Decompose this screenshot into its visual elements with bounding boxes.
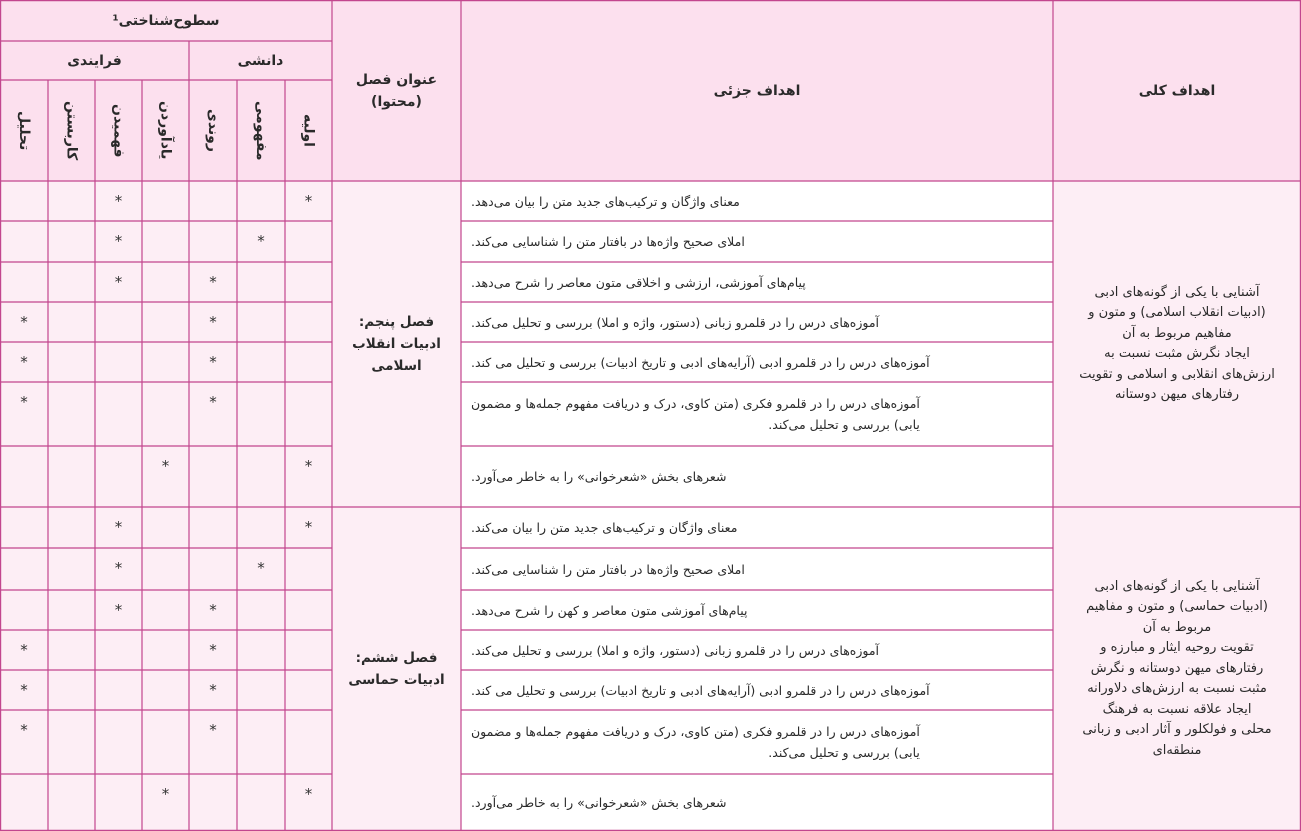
- specific-goal-cell: [461, 630, 1053, 670]
- specific-goal-cell: [461, 670, 1053, 710]
- specific-goal-cell: [461, 181, 1053, 221]
- level-mark: *: [20, 393, 28, 411]
- specific-goal-text: معنای واژگان و ترکیب‌های جدید متن را بیان می‌دهد.: [471, 193, 740, 209]
- level-mark: *: [20, 641, 28, 659]
- level-mark: *: [209, 681, 217, 699]
- specific-goal-cell: [461, 710, 1053, 774]
- cognitive-levels-header: [0, 0, 332, 41]
- chapter-title-label: عنوان فصل (محتوا): [355, 71, 438, 110]
- cognitive-levels-title: سطوح‌شناختی¹: [112, 12, 220, 29]
- level-mark: *: [114, 559, 123, 577]
- level-mark: *: [257, 232, 265, 250]
- specific-goal-cell: [461, 548, 1053, 590]
- level-label: تحلیل: [16, 110, 32, 151]
- level-mark: *: [257, 559, 265, 577]
- level-header-procedural: [189, 80, 237, 181]
- level-header-conceptual: [237, 80, 285, 181]
- level-mark: *: [304, 518, 313, 536]
- level-mark: *: [209, 353, 217, 371]
- specific-goals-label: اهداف جزئی: [713, 82, 801, 99]
- specific-goal-cell: [461, 302, 1053, 342]
- level-mark: *: [161, 457, 170, 475]
- level-label: یادآوردن: [157, 101, 174, 160]
- level-mark: *: [304, 785, 313, 803]
- general-goal-text: آشنایی با یکی از گونه‌های ادبی (ادبیات انقلاب اسلامی) و متون و مفاهیم مربوط به آن ایجاد نگرش مثبت نسبت به ارزش‌های انقلابی و اسلامی و تقویت رفتارهای میهن دوستانه: [1079, 284, 1275, 402]
- level-header-analyze: [0, 80, 48, 181]
- level-label: اولیه: [300, 114, 317, 147]
- chapter-name: فصل پنجم: ادبیات انقلاب اسلامی: [352, 314, 441, 374]
- knowledge-header: [189, 41, 332, 80]
- level-header-initial: [285, 80, 332, 181]
- chapter-cell: [332, 181, 461, 507]
- specific-goal-text: آموزه‌های درس را در قلمرو ادبی (آرایه‌های ادبی و تاریخ ادبیات) بررسی و تحلیل می کند.: [471, 682, 930, 698]
- specific-goal-text: پیام‌های آموزشی، ارزشی و اخلاقی متون معاصر را شرح می‌دهد.: [471, 274, 806, 290]
- level-mark: *: [209, 721, 217, 739]
- level-label: کاربستن: [63, 100, 80, 161]
- general-goals-label: اهداف کلی: [1138, 82, 1216, 99]
- specific-goal-text: املای صحیح واژه‌ها در بافتار متن را شناسایی می‌کند.: [471, 561, 745, 577]
- level-mark: *: [209, 601, 217, 619]
- level-mark: *: [20, 353, 28, 371]
- specific-goal-text: آموزه‌های درس را در قلمرو فکری (متن کاوی، درک و دریافت مفهوم جمله‌ها و مضمون یابی) بررسی و تحلیل می‌کند.: [471, 396, 920, 432]
- general-goal-cell: [1053, 181, 1301, 507]
- level-mark: *: [209, 313, 217, 331]
- specific-goal-text: معنای واژگان و ترکیب‌های جدید متن را بیان می‌کند.: [471, 520, 738, 535]
- specific-goal-cell: [461, 382, 1053, 446]
- process-header: [0, 41, 189, 80]
- specific-goal-cell: [461, 342, 1053, 382]
- specific-goal-text: املای صحیح واژه‌ها در بافتار متن را شناسایی می‌کند.: [471, 234, 745, 249]
- level-mark: *: [209, 273, 217, 291]
- chapter-title-header: [332, 0, 461, 181]
- level-mark: *: [114, 192, 123, 210]
- specific-goal-text: آموزه‌های درس را در قلمرو زبانی (دستور، واژه و املا) بررسی و تحلیل می‌کند.: [471, 642, 880, 658]
- process-label: فرایندی: [67, 52, 122, 69]
- level-mark: *: [161, 785, 170, 803]
- level-header-remember: [142, 80, 189, 181]
- specific-goal-text: شعرهای بخش «شعرخوانی» را به خاطر می‌آورد.: [471, 469, 727, 484]
- level-header-apply: [48, 80, 95, 181]
- level-label: فهمیدن: [110, 103, 127, 158]
- specific-goal-text: آموزه‌های درس را در قلمرو فکری (متن کاوی، درک و دریافت مفهوم جمله‌ها و مضمون یابی) بررسی و تحلیل می‌کند.: [471, 724, 920, 760]
- levels-band-background: [0, 181, 332, 831]
- level-mark: *: [304, 457, 313, 475]
- level-mark: *: [20, 313, 28, 331]
- level-label: روندی: [205, 109, 221, 152]
- level-mark: *: [114, 601, 123, 619]
- level-mark: *: [114, 232, 123, 250]
- level-header-understand: [95, 80, 142, 181]
- specific-goal-cell: [461, 507, 1053, 548]
- specific-goals-header: [461, 0, 1053, 181]
- level-mark: *: [20, 721, 28, 739]
- specific-goal-text: آموزه‌های درس را در قلمرو ادبی (آرایه‌های ادبی و تاریخ ادبیات) بررسی و تحلیل می کند.: [471, 354, 930, 370]
- specific-goal-cell: [461, 262, 1053, 302]
- specific-goal-text: پیام‌های آموزشی متون معاصر و کهن را شرح می‌دهد.: [471, 602, 748, 618]
- level-mark: *: [20, 681, 28, 699]
- specific-goal-text: آموزه‌های درس را در قلمرو زبانی (دستور، واژه و املا) بررسی و تحلیل می‌کند.: [471, 314, 880, 330]
- specific-goal-cell: [461, 590, 1053, 630]
- specific-goal-text: شعرهای بخش «شعرخوانی» را به خاطر می‌آورد.: [471, 795, 727, 810]
- level-mark: *: [304, 192, 313, 210]
- specific-goal-cell: [461, 446, 1053, 507]
- level-label: مفهومی: [253, 100, 269, 161]
- general-goal-cell: [1053, 507, 1301, 831]
- chapter-name: فصل ششم: ادبیات حماسی: [348, 650, 445, 688]
- chapter-cell: [332, 507, 461, 831]
- knowledge-label: دانشی: [237, 52, 284, 69]
- level-mark: *: [114, 273, 123, 291]
- level-mark: *: [209, 393, 217, 411]
- general-goal-text: آشنایی با یکی از گونه‌های ادبی (ادبیات حماسی) و متون و مفاهیم مربوط به آن تقویت روحیه ایثار و مبارزه و رفتارهای میهن دوستانه و نگرش مثبت نسبت به ارزش‌های دلاورانه ایجاد علاقه نسبت به فرهنگ محلی و فولکلور و آثار ادبی و زبانی منطقه‌ای: [1082, 578, 1272, 758]
- specific-goal-cell: [461, 774, 1053, 831]
- level-mark: *: [209, 641, 217, 659]
- specific-goal-cell: [461, 221, 1053, 262]
- level-mark: *: [114, 518, 123, 536]
- general-goals-header: [1053, 0, 1301, 181]
